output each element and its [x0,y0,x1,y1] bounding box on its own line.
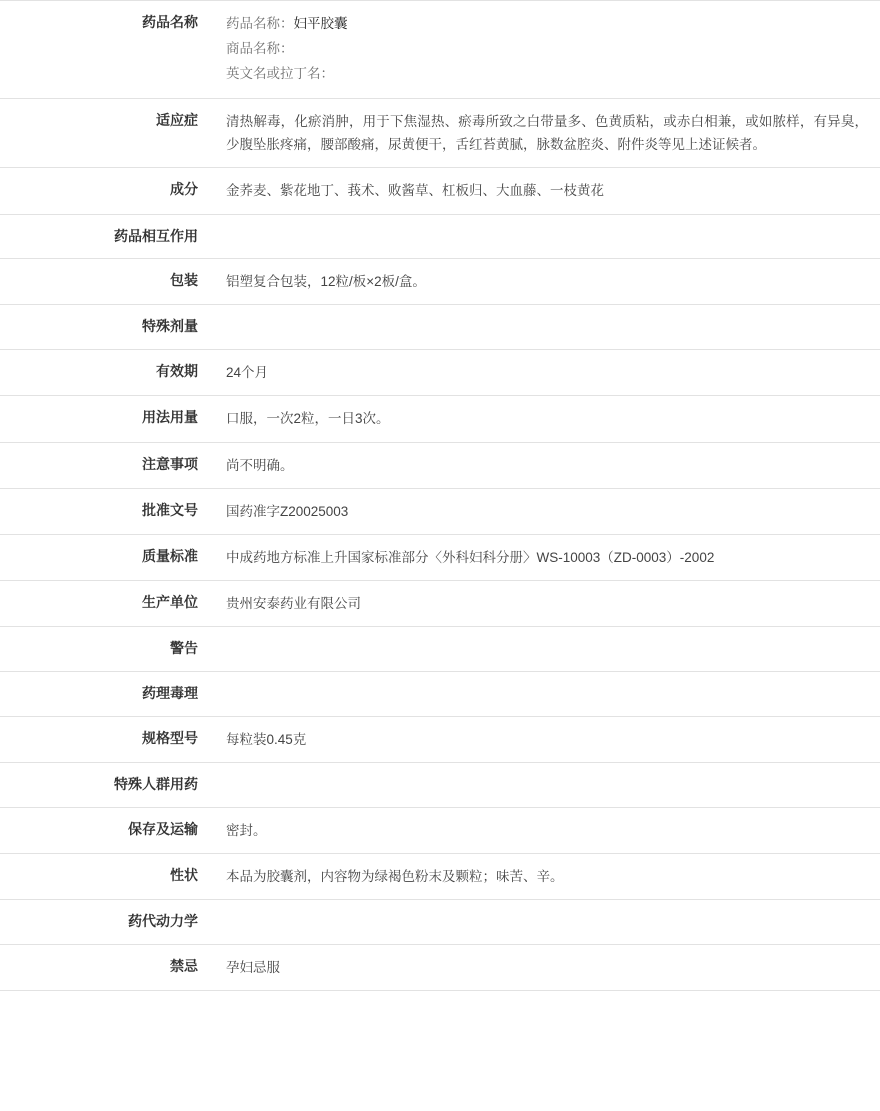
page-bottom-spacer [0,991,880,1111]
row-value-warning [212,627,880,672]
row-value-drug-name [212,1,880,99]
table-row [0,807,880,853]
table-row [0,672,880,717]
row-label-specification: 规格型号 [0,716,212,762]
row-label-storage-transport: 保存及运输 [0,807,212,853]
table-row [0,305,880,350]
table-row [0,168,880,214]
drug-name-sublabel: 药品名称： [226,16,294,31]
table-row [0,98,880,167]
table-row [0,763,880,808]
table-row [0,581,880,627]
row-label-contraindications: 禁忌 [0,944,212,990]
row-value-manufacturer: 贵州安泰药业有限公司 [226,596,361,612]
row-value-description: 本品为胶囊剂，内容物为绿褐色粉末及颗粒；味苦、辛。 [226,868,564,884]
row-label-approval-number: 批准文号 [0,488,212,534]
row-label-pharmacokinetics: 药代动力学 [0,900,212,945]
row-value-contraindications: 孕妇忌服 [226,959,280,975]
row-label-precautions: 注意事项 [0,442,212,488]
row-label-ingredients: 成分 [0,168,212,214]
row-label-warning: 警告 [0,627,212,672]
row-label-special-dosage: 特殊剂量 [0,305,212,350]
row-value-approval-number: 国药准字Z20025003 [226,503,349,519]
row-value-drug-interactions [212,214,880,259]
table-row [0,396,880,442]
row-value-precautions: 尚不明确。 [226,457,294,473]
row-value-pharmacokinetics [212,900,880,945]
row-value-shelf-life: 24个月 [226,365,269,381]
row-label-drug-name: 药品名称 [0,1,212,99]
english-name-line [226,62,868,87]
row-value-packaging: 铝塑复合包装，12粒/板×2板/盒。 [226,274,426,290]
row-label-dosage-administration: 用法用量 [0,396,212,442]
row-value-special-dosage [212,305,880,350]
row-label-packaging: 包装 [0,259,212,305]
table-row [0,716,880,762]
drug-name-subvalue: 妇平胶囊 [293,16,348,31]
table-row [0,488,880,534]
row-value-storage-transport: 密封。 [226,822,267,838]
row-value-quality-standard: 中成药地方标准上升国家标准部分〈外科妇科分册〉WS-10003（ZD-0003）-2002 [226,550,715,566]
row-label-shelf-life: 有效期 [0,350,212,396]
row-label-description: 性状 [0,853,212,899]
drug-name-line [226,12,868,37]
row-label-pharmacology-toxicology: 药理毒理 [0,672,212,717]
table-row [0,350,880,396]
row-value-ingredients: 金荞麦、紫花地丁、莪术、败酱草、杠板归、大血藤、一枝黄花 [226,183,604,199]
row-value-special-populations [212,763,880,808]
table-row [0,535,880,581]
table-row [0,214,880,259]
trade-name-sublabel: 商品名称： [226,40,294,56]
row-label-quality-standard: 质量标准 [0,535,212,581]
row-label-drug-interactions: 药品相互作用 [0,214,212,259]
table-row [0,853,880,899]
row-value-specification: 每粒装0.45克 [226,731,307,747]
table-row [0,900,880,945]
row-value-indications: 清热解毒，化瘀消肿，用于下焦湿热、瘀毒所致之白带量多、色黄质粘，或赤白相兼，或如脓样，有异臭，少腹坠胀疼痛，腰部酸痛，尿黄便干，舌红苔黄腻，脉数盆腔炎、附件炎等见上述证候者。 [226,113,868,153]
row-label-special-populations: 特殊人群用药 [0,763,212,808]
english-name-sublabel: 英文名或拉丁名： [226,65,334,81]
row-value-dosage-administration: 口服，一次2粒，一日3次。 [226,411,390,427]
row-label-manufacturer: 生产单位 [0,581,212,627]
table-row [0,259,880,305]
trade-name-line [226,37,868,62]
table-row [0,627,880,672]
table-row [0,944,880,990]
row-label-indications: 适应症 [0,98,212,167]
table-row [0,442,880,488]
table-row-drug-name [0,1,880,99]
drug-info-table-body [0,1,880,991]
row-value-pharmacology-toxicology [212,672,880,717]
